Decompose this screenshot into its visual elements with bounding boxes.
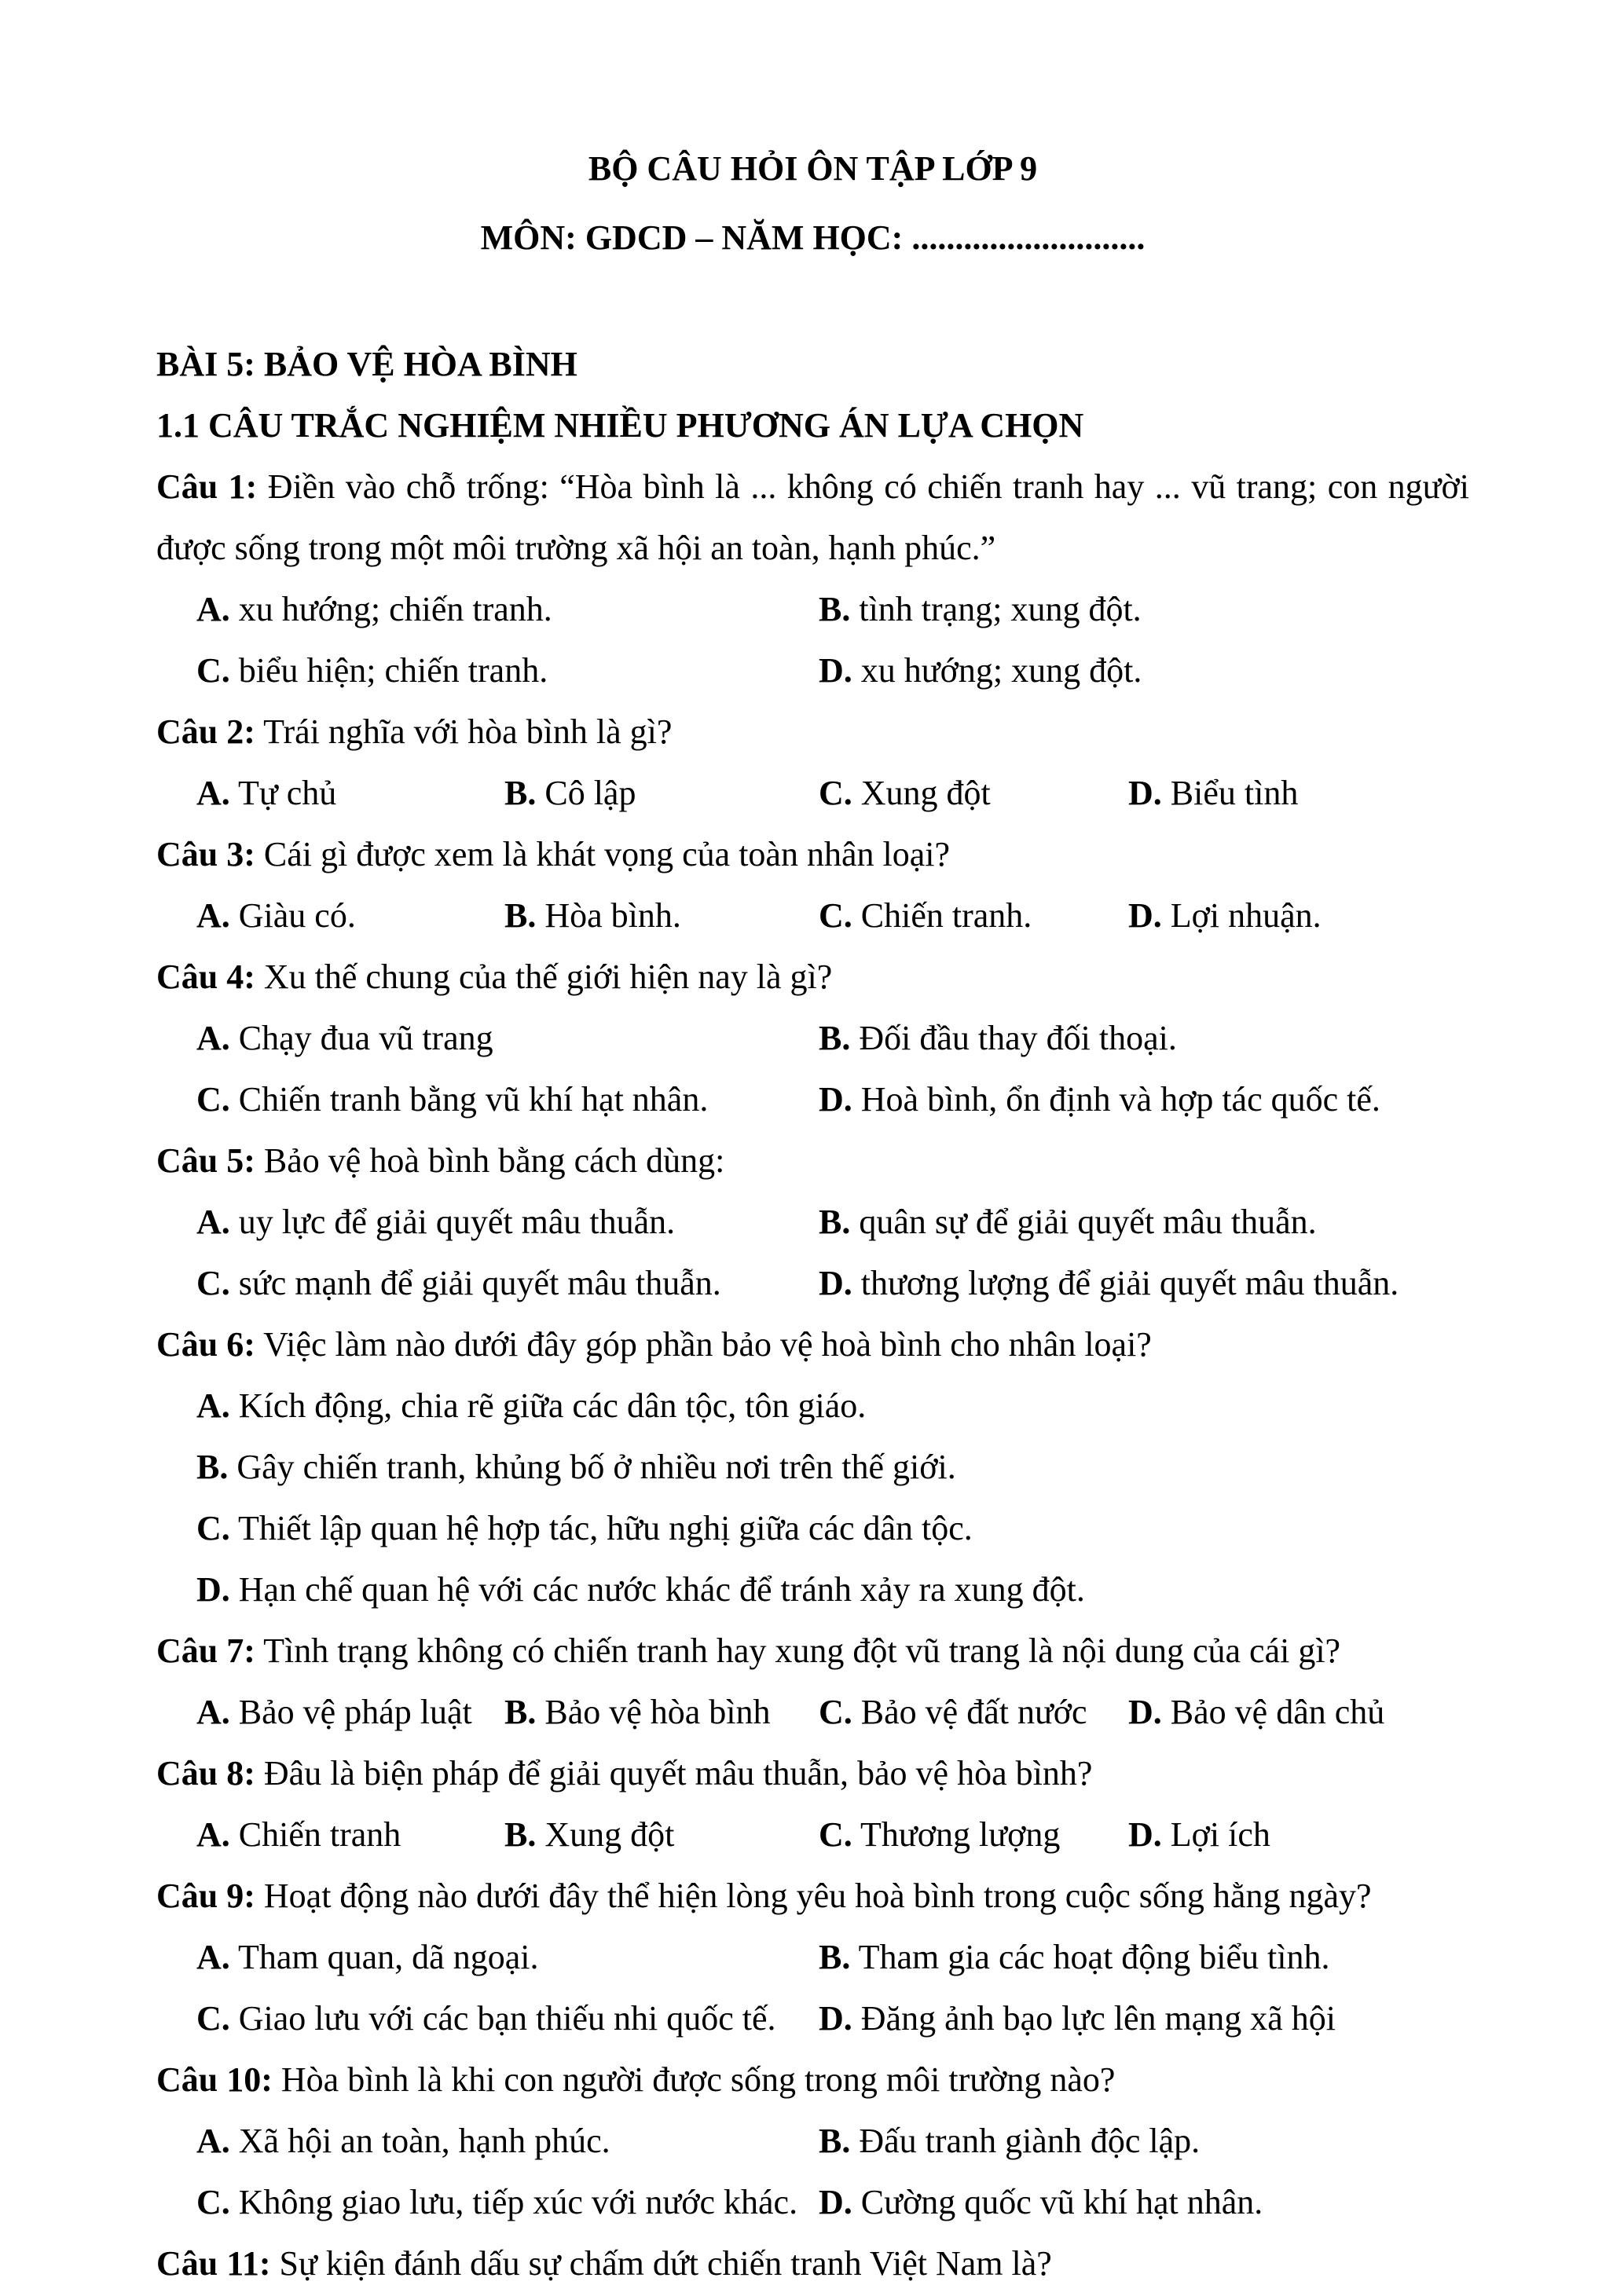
option-label: A. — [196, 1938, 230, 1976]
option-label: C. — [196, 651, 230, 690]
option-label: A. — [196, 1203, 230, 1241]
option-a — [196, 1927, 538, 1988]
options-row — [156, 2172, 1469, 2233]
option-label: B. — [819, 2122, 851, 2160]
question-label: Câu 1: — [156, 467, 258, 506]
option-c — [196, 2172, 797, 2233]
option-label: D. — [1128, 896, 1162, 935]
lesson-heading: BÀI 5: BẢO VỆ HÒA BÌNH — [156, 345, 577, 383]
header-spacer — [156, 262, 1469, 334]
question-7 — [156, 1620, 1469, 1743]
option-label: C. — [196, 1264, 230, 1302]
document-subtitle: MÔN: GDCD – NĂM HỌC: ........................... — [480, 218, 1146, 257]
question-9 — [156, 1866, 1469, 2049]
option-text: xu hướng; xung đột. — [860, 651, 1142, 690]
option-text: Kích động, chia rẽ giữa các dân tộc, tôn giáo. — [238, 1386, 867, 1425]
option-d — [1128, 1682, 1384, 1743]
option-c — [819, 763, 991, 824]
option-d — [1128, 1804, 1270, 1866]
question-text-line — [156, 2049, 1469, 2111]
option-label: A. — [196, 1019, 230, 1057]
question-label: Câu 10: — [156, 2060, 273, 2099]
option-label: A. — [196, 2122, 230, 2160]
option-d — [819, 2172, 1263, 2233]
option-text: Cô lập — [544, 774, 636, 812]
question-text: Sự kiện đánh dấu sự chấm dứt chiến tranh Việt Nam là? — [279, 2244, 1052, 2283]
options-row — [156, 1559, 1469, 1620]
question-11 — [156, 2233, 1469, 2294]
option-label: D. — [819, 2183, 852, 2221]
question-text-line — [156, 824, 1469, 885]
option-b — [504, 885, 681, 947]
option-text: Tham gia các hoạt động biểu tình. — [858, 1938, 1330, 1976]
question-text-line — [156, 1130, 1469, 1192]
question-text-line — [156, 1743, 1469, 1804]
question-label: Câu 7: — [156, 1631, 255, 1670]
option-label: C. — [196, 1509, 230, 1547]
question-label: Câu 2: — [156, 712, 255, 751]
option-label: B. — [504, 774, 537, 812]
option-b — [504, 1682, 771, 1743]
question-text: Cái gì được xem là khát vọng của toàn nhân loại? — [263, 835, 950, 873]
option-text: Xung đột — [544, 1815, 675, 1854]
options-row — [156, 1375, 1469, 1437]
question-3 — [156, 824, 1469, 947]
option-text: Đấu tranh giành độc lập. — [859, 2122, 1201, 2160]
option-label: B. — [819, 1019, 851, 1057]
option-b — [819, 579, 1142, 640]
option-b — [819, 1192, 1317, 1253]
option-label: A. — [196, 1386, 230, 1425]
option-text: Bảo vệ dân chủ — [1170, 1693, 1385, 1731]
question-text-line — [156, 701, 1469, 763]
option-label: C. — [819, 774, 852, 812]
option-text: Chiến tranh bằng vũ khí hạt nhân. — [238, 1080, 709, 1119]
option-a — [196, 1804, 401, 1866]
question-text-line — [156, 1620, 1469, 1682]
question-text: Hoạt động nào dưới đây thể hiện lòng yêu hoà bình trong cuộc sống hằng ngày? — [263, 1877, 1372, 1915]
option-a — [196, 1192, 675, 1253]
question-text-line — [156, 456, 1469, 579]
options-row — [156, 1682, 1469, 1743]
option-label: A. — [196, 774, 230, 812]
option-label: A. — [196, 896, 230, 935]
options-row — [156, 1192, 1469, 1253]
option-text: Lợi ích — [1170, 1815, 1270, 1854]
option-label: D. — [1128, 1815, 1162, 1854]
options-row — [156, 1069, 1469, 1130]
option-c — [819, 1804, 1060, 1866]
option-text: quân sự để giải quyết mâu thuẫn. — [859, 1203, 1317, 1241]
options-row — [156, 1804, 1469, 1866]
option-label: C. — [196, 1999, 230, 2038]
option-text: Giao lưu với các bạn thiếu nhi quốc tế. — [238, 1999, 776, 2038]
question-label: Câu 4: — [156, 958, 255, 996]
option-c — [819, 1682, 1087, 1743]
option-label: B. — [819, 1203, 851, 1241]
option-label: C. — [819, 1693, 852, 1731]
option-d — [819, 1069, 1380, 1130]
option-label: B. — [504, 896, 537, 935]
question-label: Câu 6: — [156, 1325, 255, 1364]
question-text-line — [156, 2233, 1469, 2294]
question-label: Câu 11: — [156, 2244, 271, 2283]
question-text: Xu thế chung của thế giới hiện nay là gì? — [263, 958, 833, 996]
question-text: Bảo vệ hoà bình bằng cách dùng: — [263, 1141, 725, 1180]
options-row — [156, 1437, 1469, 1498]
option-text: Xã hội an toàn, hạnh phúc. — [238, 2122, 610, 2160]
option-a — [196, 885, 356, 947]
option-c — [196, 1069, 708, 1130]
question-label: Câu 3: — [156, 835, 255, 873]
options-row — [156, 2111, 1469, 2172]
option-c — [196, 640, 548, 701]
option-a — [196, 579, 552, 640]
option-text: Không giao lưu, tiếp xúc với nước khác. — [238, 2183, 798, 2221]
option-c — [196, 1498, 973, 1559]
question-text: Tình trạng không có chiến tranh hay xung đột vũ trang là nội dung của cái gì? — [263, 1631, 1341, 1670]
option-label: C. — [196, 1080, 230, 1119]
question-label: Câu 5: — [156, 1141, 255, 1180]
options-row — [156, 579, 1469, 640]
option-text: Chạy đua vũ trang — [238, 1019, 493, 1057]
option-c — [819, 885, 1032, 947]
option-d — [819, 640, 1142, 701]
option-text: Cường quốc vũ khí hạt nhân. — [860, 2183, 1263, 2221]
option-text: Bảo vệ đất nước — [860, 1693, 1087, 1731]
options-row — [156, 1498, 1469, 1559]
option-text: uy lực để giải quyết mâu thuẫn. — [238, 1203, 676, 1241]
option-b — [819, 1927, 1330, 1988]
option-b — [819, 1008, 1177, 1069]
option-c — [196, 1253, 721, 1314]
question-text-line — [156, 1866, 1469, 1927]
option-label: A. — [196, 590, 230, 628]
option-d — [1128, 885, 1322, 947]
option-label: D. — [819, 1999, 852, 2038]
option-text: sức mạnh để giải quyết mâu thuẫn. — [238, 1264, 721, 1302]
option-text: Hòa bình. — [544, 896, 681, 935]
question-text: Hòa bình là khi con người được sống trong môi trường nào? — [280, 2060, 1116, 2099]
option-b — [196, 1437, 956, 1498]
option-b — [819, 2111, 1200, 2172]
option-a — [196, 1375, 866, 1437]
options-row — [156, 763, 1469, 824]
options-row — [156, 640, 1469, 701]
option-label: C. — [819, 896, 852, 935]
option-label: B. — [504, 1815, 537, 1854]
question-label: Câu 9: — [156, 1877, 255, 1915]
option-text: Lợi nhuận. — [1170, 896, 1322, 935]
document-title: BỘ CÂU HỎI ÔN TẬP LỚP 9 — [588, 149, 1038, 188]
option-text: Tự chủ — [238, 774, 337, 812]
option-text: Hạn chế quan hệ với các nước khác để tránh xảy ra xung đột. — [238, 1570, 1085, 1609]
option-text: Đối đầu thay đối thoại. — [859, 1019, 1177, 1057]
option-text: biểu hiện; chiến tranh. — [238, 651, 548, 690]
option-a — [196, 1008, 493, 1069]
option-text: Giàu có. — [238, 896, 356, 935]
option-text: Xung đột — [860, 774, 991, 812]
section-heading: 1.1 CÂU TRẮC NGHIỆM NHIỀU PHƯƠNG ÁN LỰA CHỌN — [156, 406, 1084, 445]
options-row — [156, 885, 1469, 947]
option-text: Bảo vệ hòa bình — [544, 1693, 771, 1731]
option-text: tình trạng; xung đột. — [859, 590, 1142, 628]
option-label: B. — [504, 1693, 537, 1731]
options-row — [156, 1008, 1469, 1069]
question-text: Trái nghĩa với hòa bình là gì? — [263, 712, 673, 751]
option-label: D. — [1128, 1693, 1162, 1731]
question-text: Đâu là biện pháp để giải quyết mâu thuẫn, bảo vệ hòa bình? — [263, 1754, 1093, 1792]
question-text-line — [156, 1314, 1469, 1375]
option-label: A. — [196, 1815, 230, 1854]
option-text: Chiến tranh — [238, 1815, 401, 1854]
option-label: D. — [196, 1570, 230, 1609]
question-text: Điền vào chỗ trống: “Hòa bình là ... không có chiến tranh hay ... vũ trang; con người được sống trong một môi trường xã hội an toàn, hạnh phúc.” — [156, 467, 1470, 567]
option-label: C. — [819, 1815, 852, 1854]
option-b — [504, 763, 636, 824]
option-label: C. — [196, 2183, 230, 2221]
option-label: B. — [819, 1938, 851, 1976]
option-label: B. — [819, 590, 851, 628]
option-label: D. — [819, 1080, 852, 1119]
option-text: xu hướng; chiến tranh. — [238, 590, 552, 628]
question-text-line — [156, 947, 1469, 1008]
option-label: B. — [196, 1448, 229, 1486]
question-8 — [156, 1743, 1469, 1866]
options-row — [156, 1927, 1469, 1988]
option-text: Biểu tình — [1170, 774, 1299, 812]
option-label: A. — [196, 1693, 230, 1731]
option-label: D. — [819, 1264, 852, 1302]
option-d — [1128, 763, 1298, 824]
option-a — [196, 763, 336, 824]
option-text: Bảo vệ pháp luật — [238, 1693, 472, 1731]
option-d — [196, 1559, 1085, 1620]
options-row — [156, 1253, 1469, 1314]
option-text: Tham quan, dã ngoại. — [238, 1938, 539, 1976]
option-label: D. — [1128, 774, 1162, 812]
question-label: Câu 8: — [156, 1754, 255, 1792]
option-label: D. — [819, 651, 852, 690]
option-b — [504, 1804, 674, 1866]
option-c — [196, 1988, 775, 2049]
option-d — [819, 1988, 1336, 2049]
option-text: thương lượng để giải quyết mâu thuẫn. — [860, 1264, 1399, 1302]
option-a — [196, 2111, 610, 2172]
option-text: Đăng ảnh bạo lực lên mạng xã hội — [860, 1999, 1336, 2038]
option-text: Chiến tranh. — [860, 896, 1032, 935]
question-text: Việc làm nào dưới đây góp phần bảo vệ hoà bình cho nhân loại? — [263, 1325, 1152, 1364]
option-text: Thương lượng — [860, 1815, 1061, 1854]
option-text: Thiết lập quan hệ hợp tác, hữu nghị giữa các dân tộc. — [238, 1509, 973, 1547]
option-d — [819, 1253, 1399, 1314]
question-10 — [156, 2049, 1469, 2233]
options-row — [156, 1988, 1469, 2049]
question-2 — [156, 701, 1469, 824]
question-6 — [156, 1314, 1469, 1620]
option-text: Gây chiến tranh, khủng bố ở nhiều nơi trên thế giới. — [236, 1448, 956, 1486]
question-4 — [156, 947, 1469, 1130]
option-a — [196, 1682, 472, 1743]
question-1 — [156, 456, 1469, 701]
question-5 — [156, 1130, 1469, 1314]
option-text: Hoà bình, ổn định và hợp tác quốc tế. — [860, 1080, 1380, 1119]
